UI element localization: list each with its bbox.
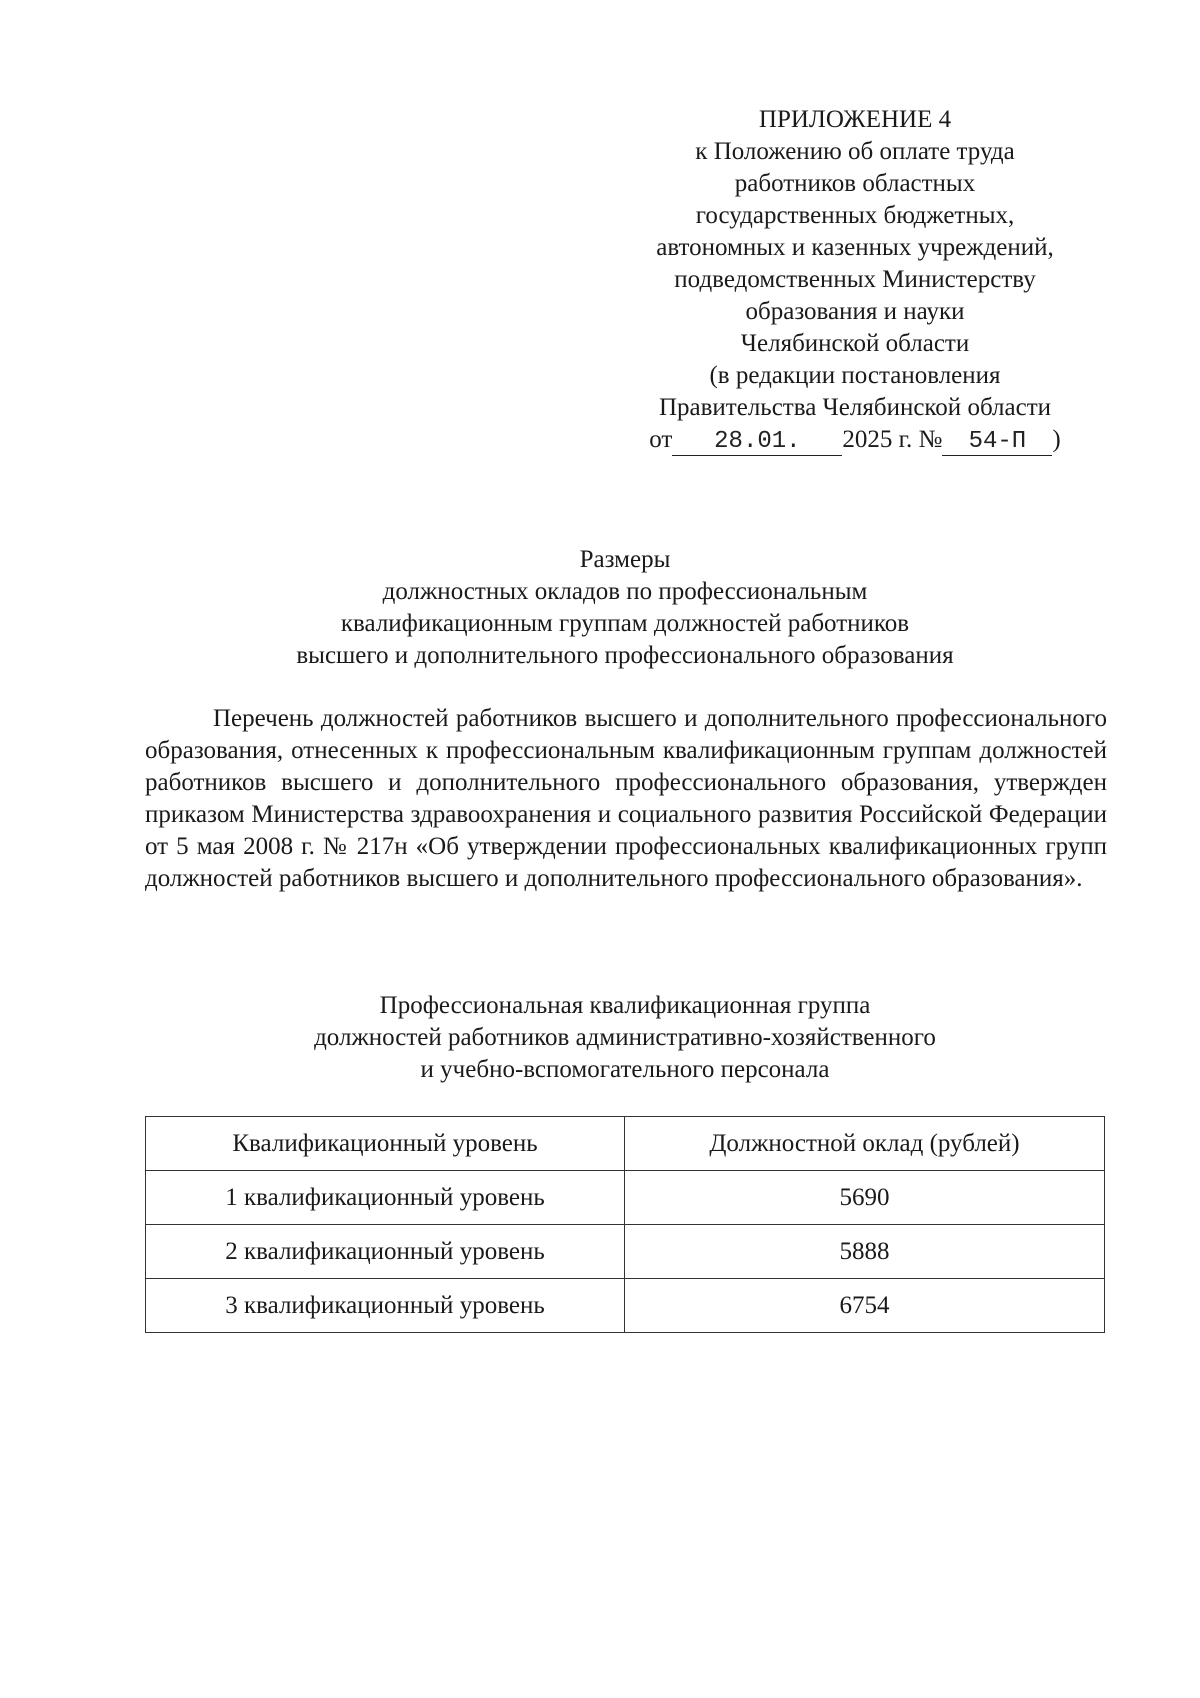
title-line: должностных окладов по профессиональным xyxy=(382,578,868,605)
appendix-line: работников областных xyxy=(734,170,976,197)
appendix-line: Челябинской области xyxy=(740,330,970,357)
appendix-header xyxy=(620,104,1090,456)
appendix-line: к Положению об оплате труда xyxy=(695,138,1015,165)
group-title xyxy=(145,990,1105,1086)
table-row xyxy=(146,1225,1105,1279)
salary-cell: 5690 xyxy=(625,1171,1105,1225)
intro-paragraph xyxy=(145,703,1107,895)
number-field: 54-П xyxy=(942,429,1052,456)
table-header-row xyxy=(146,1117,1105,1171)
level-cell: 1 квалификационный уровень xyxy=(146,1171,625,1225)
intro-text: Перечень должностей работников высшего и дополнительного профессионального образования, отнесенных к профессиональным квалификационным группам должностей работников высшего и дополнительного профессионального образования, утвержден приказом Министерства здравоохранения и социального развития Российской Федерации от 5 мая 2008 г. № 217н «Об утверждении профессиональных квалификационных групп должностей работников высшего и дополнительного профессионального образования». xyxy=(145,705,1107,892)
appendix-line: ПРИЛОЖЕНИЕ 4 xyxy=(758,106,952,133)
appendix-line: подведомственных Министерству xyxy=(674,266,1036,293)
title-line: квалификационным группам должностей работников xyxy=(340,610,910,637)
column-header-salary: Должностной оклад (рублей) xyxy=(625,1117,1105,1171)
close-paren: ) xyxy=(1052,426,1061,453)
document-title xyxy=(145,544,1105,672)
appendix-line: (в редакции постановления xyxy=(709,362,1001,389)
column-header-level: Квалификационный уровень xyxy=(146,1117,625,1171)
year-text: 2025 г. № xyxy=(842,426,943,453)
group-title-line: и учебно-вспомогательного персонала xyxy=(420,1056,830,1083)
level-cell: 2 квалификационный уровень xyxy=(146,1225,625,1279)
title-line: Размеры xyxy=(579,546,671,573)
level-cell: 3 квалификационный уровень xyxy=(146,1279,625,1333)
group-title-line: должностей работников административно-хозяйственного xyxy=(314,1024,936,1051)
group-title-line: Профессиональная квалификационная группа xyxy=(379,992,871,1019)
salary-cell: 5888 xyxy=(625,1225,1105,1279)
salary-cell: 6754 xyxy=(625,1279,1105,1333)
appendix-line: государственных бюджетных, xyxy=(695,202,1015,229)
appendix-line: Правительства Челябинской области xyxy=(658,394,1052,421)
table-row xyxy=(146,1279,1105,1333)
appendix-line: автономных и казенных учреждений, xyxy=(656,234,1054,261)
from-prefix: от xyxy=(649,426,673,453)
salary-table xyxy=(145,1116,1105,1333)
appendix-line: образования и науки xyxy=(745,298,965,325)
appendix-date-line xyxy=(620,424,1090,456)
date-field: 28.01. xyxy=(672,429,842,456)
table-row xyxy=(146,1171,1105,1225)
title-line: высшего и дополнительного профессионального образования xyxy=(296,642,954,669)
